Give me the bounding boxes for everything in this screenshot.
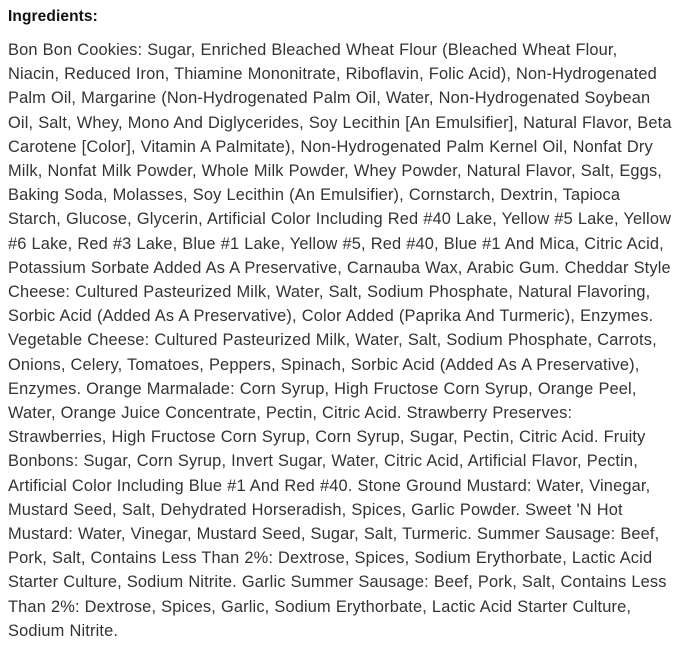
ingredients-text: Bon Bon Cookies: Sugar, Enriched Bleached Wheat Flour (Bleached Wheat Flour, Niacin, Reduced Iron, Thiamine Mononitrate, Riboflavin, Folic Acid), Non-Hydrogenated Palm Oil, Margarine (Non-Hydrogenated Palm Oil, Water, Non-Hydrogenated Soybean Oil, Salt, Whey, Mono And Diglycerides, Soy Lecithin [An Emulsifier], Natural Flavor, Beta Carotene [Color], Vitamin A Palmitate), Non-Hydrogenated Palm Kernel Oil, Nonfat Dry Milk, Nonfat Milk Powder, Whole Milk Powder, Whey Powder, Natural Flavor, Salt, Eggs, Baking Soda, Molasses, Soy Lecithin (An Emulsifier), Cornstarch, Dextrin, Tapioca Starch, Glucose, Glycerin, Artificial Color Including Red #40 Lake, Yellow #5 Lake, Yellow #6 Lake, Red #3 Lake, Blue #1 Lake, Yellow #5, Red #40, Blue #1 And Mica, Citric Acid, Potassium Sorbate Added As A Preservative, Carnauba Wax, Arabic Gum. Cheddar Style Cheese: Cultured Pasteurized Milk, Water, Salt, Sodium Phosphate, Natural Flavoring, Sorbic Acid (Added As A Preservative), Color Added (Paprika And Turmeric), Enzymes. Vegetable Cheese: Cultured Pasteurized Milk, Water, Salt, Sodium Phosphate, Carrots, Onions, Celery, Tomatoes, Peppers, Spinach, Sorbic Acid (Added As A Preservative), Enzymes. Orange Marmalade: Corn Syrup, High Fructose Corn Syrup, Orange Peel, Water, Orange Juice Concentrate, Pectin, Citric Acid. Strawberry Preserves: Strawberries, High Fructose Corn Syrup, Corn Syrup, Sugar, Pectin, Citric Acid. Fruity Bonbons: Sugar, Corn Syrup, Invert Sugar, Water, Citric Acid, Artificial Flavor, Pectin, Artificial Color Including Blue #1 And Red #40. Stone Ground Mustard: Water, Vinegar, Mustard Seed, Salt, Dehydrated Horseradish, Spices, Garlic Powder. Sweet 'N Hot Mustard: Water, Vinegar, Mustard Seed, Sugar, Salt, Turmeric. Summer Sausage: Beef, Pork, Salt, Contains Less Than 2%: Dextrose, Spices, Sodium Erythorbate, Lactic Acid Starter Culture, Sodium Nitrite. Garlic Summer Sausage: Beef, Pork, Salt, Contains Less Than 2%: Dextrose, Spices, Garlic, Sodium Erythorbate, Lactic Acid Starter Culture, Sodium Nitrite. — [8, 41, 672, 640]
ingredients-heading: Ingredients: — [8, 8, 98, 25]
